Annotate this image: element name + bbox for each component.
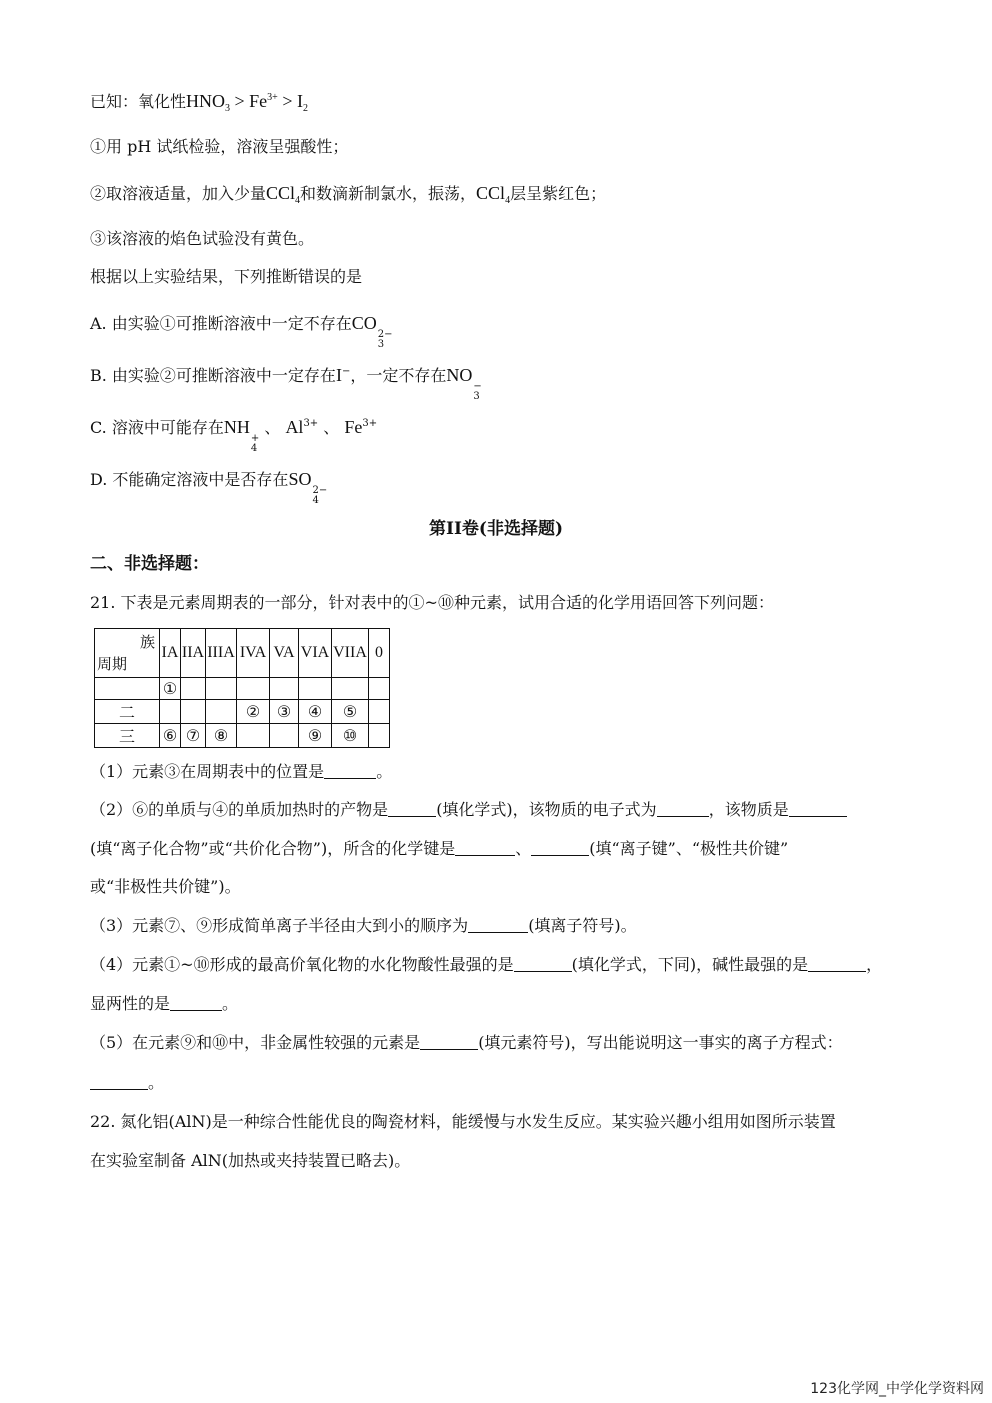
subscript: 4 [250, 443, 258, 454]
volume-title: 第II卷(非选择题) [429, 519, 563, 539]
charge: − [341, 366, 351, 377]
formula-hno3: HNO [186, 91, 226, 111]
formula-no3: NO [446, 365, 473, 385]
element-cell [369, 724, 390, 748]
option-c [90, 416, 377, 454]
element-cell [181, 700, 206, 724]
q22-line-1: 22. 氮化铝(AlN)是一种综合性能优良的陶瓷材料，能缓慢与水发生反应。某实验兴趣小组用如图所示装置 [90, 1112, 836, 1131]
subscript: 2 [302, 103, 308, 114]
answer-blank[interactable] [789, 800, 847, 817]
answer-blank[interactable] [324, 762, 376, 779]
header-cell: VIA [299, 629, 332, 678]
option-a-text: A. 由实验①可推断溶液中一定不存在 [90, 314, 352, 333]
element-cell [237, 678, 270, 700]
option-d [90, 468, 327, 506]
answer-blank[interactable] [388, 800, 436, 817]
element-cell: ③ [270, 700, 299, 724]
option-b [90, 364, 482, 402]
subscript: 3 [473, 391, 480, 402]
element-cell [237, 724, 270, 748]
charge: 2− [377, 329, 393, 340]
q22-line-2: 在实验室制备 AlN(加热或夹持装置已略去)。 [90, 1151, 411, 1170]
element-cell [206, 678, 237, 700]
table-row [95, 700, 390, 724]
element-cell: ② [237, 700, 270, 724]
option-c-text: C. 溶液中可能存在 [90, 418, 224, 437]
part-title: 二、非选择题： [90, 554, 209, 574]
formula-ccl4: CCl [266, 183, 296, 203]
answer-blank[interactable] [455, 839, 515, 856]
q21-part-4-cont [90, 993, 238, 1015]
q21-part-2 [90, 799, 847, 821]
option-b-text: B. 由实验②可推断溶液中一定存在 [90, 366, 336, 385]
q21-part-1 [90, 761, 392, 783]
formula-i: > I [277, 91, 303, 111]
table-row [95, 724, 390, 748]
q21-stem: 21. 下表是元素周期表的一部分，针对表中的①~⑩种元素，试用合适的化学用语回答下列问题： [90, 593, 774, 612]
q21-part-2-text: (填“离子键”、“极性共价键” [589, 839, 789, 858]
q21-part-3-text: （3）元素⑦、⑨形成简单离子半径由大到小的顺序为 [90, 916, 469, 935]
punctuation: 、 [515, 839, 532, 858]
charge: 3+ [362, 418, 378, 429]
formula-co3: CO [351, 313, 377, 333]
element-cell [332, 678, 369, 700]
punctuation: 。 [376, 762, 393, 781]
element-cell [160, 700, 181, 724]
answer-blank[interactable] [514, 955, 572, 972]
formula-ccl4: CCl [476, 183, 506, 203]
charge: 3+ [303, 418, 319, 429]
q21-part-4 [90, 954, 882, 976]
punctuation: 。 [222, 994, 239, 1013]
header-cell: 0 [369, 629, 390, 678]
q21-part-2-cont [90, 838, 788, 860]
subscript: 4 [505, 195, 511, 206]
element-cell [299, 678, 332, 700]
element-cell [369, 700, 390, 724]
option-b-text-2: ，一定不存在 [350, 366, 447, 385]
period-cell: 三 [95, 724, 160, 748]
element-cell [369, 678, 390, 700]
answer-blank[interactable] [420, 1033, 478, 1050]
option-a [90, 312, 393, 350]
q21-part-2-text: ，该物质是 [708, 800, 789, 819]
q21-part-4-text: (填化学式，下同)，碱性最强的是 [571, 955, 809, 974]
subscript: 3 [377, 339, 385, 350]
question-prompt: 根据以上实验结果，下列推断错误的是 [90, 267, 363, 286]
answer-blank[interactable] [657, 800, 709, 817]
subscript: 3 [225, 103, 231, 114]
element-cell: ⑨ [299, 724, 332, 748]
header-cell: IIIA [206, 629, 237, 678]
option-d-text: D. 不能确定溶液中是否存在 [90, 470, 289, 489]
element-cell: ⑧ [206, 724, 237, 748]
formula-i-ion: I [335, 365, 342, 385]
element-cell: ⑦ [181, 724, 206, 748]
q21-part-4-text: 显两性的是 [90, 994, 171, 1013]
answer-blank[interactable] [170, 994, 222, 1011]
q21-part-5 [90, 1032, 843, 1054]
separator: 、 [259, 418, 286, 437]
header-cell: IA [160, 629, 181, 678]
element-cell: ④ [299, 700, 332, 724]
known-line [90, 90, 308, 113]
header-cell: VIIA [332, 629, 369, 678]
q21-part-2-text: (填“离子化合物”或“共价化合物”)，所含的化学键是 [90, 839, 456, 858]
condition-1: ①用 pH 试纸检验，溶液呈强酸性； [90, 137, 349, 156]
table-header-row [95, 629, 390, 678]
charge: 2− [312, 485, 328, 496]
table-row [95, 678, 390, 700]
corner-period-label: 周期 [97, 655, 128, 673]
table-corner [95, 629, 160, 678]
element-cell [270, 724, 299, 748]
q21-part-2-end: 或“非极性共价键”)。 [90, 877, 241, 896]
charge: 3+ [267, 92, 278, 103]
subscript: 4 [312, 495, 319, 506]
charge: − [473, 381, 482, 392]
known-prefix: 已知：氧化性 [90, 92, 187, 111]
q21-part-3-text: (填离子符号)。 [528, 916, 637, 935]
formula-so4: SO [288, 469, 312, 489]
punctuation: ， [866, 955, 883, 974]
corner-group-label: 族 [139, 633, 155, 651]
q21-part-2-text: (填化学式)，该物质的电子式为 [436, 800, 657, 819]
header-cell: VA [270, 629, 299, 678]
element-cell [181, 678, 206, 700]
separator: 、 [318, 418, 345, 437]
q21-part-1-text: （1）元素③在周期表中的位置是 [90, 762, 325, 781]
condition-2 [90, 182, 606, 205]
q21-part-4-text: （4）元素①~⑩形成的最高价氧化物的水化物酸性最强的是 [90, 955, 514, 974]
footer-watermark: 123化学网_中学化学资料网 [810, 1381, 984, 1397]
q21-part-2-text: （2）⑥的单质与④的单质加热时的产物是 [90, 800, 389, 819]
q21-part-5-cont [90, 1072, 164, 1094]
condition-3: ③该溶液的焰色试验没有黄色。 [90, 229, 315, 248]
answer-blank[interactable] [531, 839, 589, 856]
answer-blank[interactable] [90, 1073, 148, 1090]
period-cell [95, 678, 160, 700]
formula-fe: > Fe [230, 91, 268, 111]
element-cell [206, 700, 237, 724]
element-cell [270, 678, 299, 700]
charge: + [250, 433, 260, 444]
answer-blank[interactable] [468, 916, 528, 933]
punctuation: 。 [148, 1073, 165, 1092]
condition-2-text-b: 和数滴新制氯水，振荡， [300, 184, 477, 203]
formula-al: Al [285, 417, 304, 437]
condition-2-text-a: ②取溶液适量，加入少量 [90, 184, 267, 203]
element-cell: ⑥ [160, 724, 181, 748]
element-cell: ⑩ [332, 724, 369, 748]
period-cell: 二 [95, 700, 160, 724]
formula-fe: Fe [344, 417, 363, 437]
answer-blank[interactable] [808, 955, 866, 972]
element-cell: ⑤ [332, 700, 369, 724]
q21-part-5-text: (填元素符号)，写出能说明这一事实的离子方程式： [478, 1033, 843, 1052]
subscript: 4 [295, 195, 301, 206]
header-cell: IVA [237, 629, 270, 678]
periodic-table [94, 628, 390, 748]
formula-nh4: NH [223, 417, 250, 437]
q21-part-3 [90, 915, 637, 937]
q21-part-5-text: （5）在元素⑨和⑩中，非金属性较强的元素是 [90, 1033, 421, 1052]
element-cell: ① [160, 678, 181, 700]
condition-2-text-c: 层呈紫红色； [510, 184, 607, 203]
header-cell: IIA [181, 629, 206, 678]
